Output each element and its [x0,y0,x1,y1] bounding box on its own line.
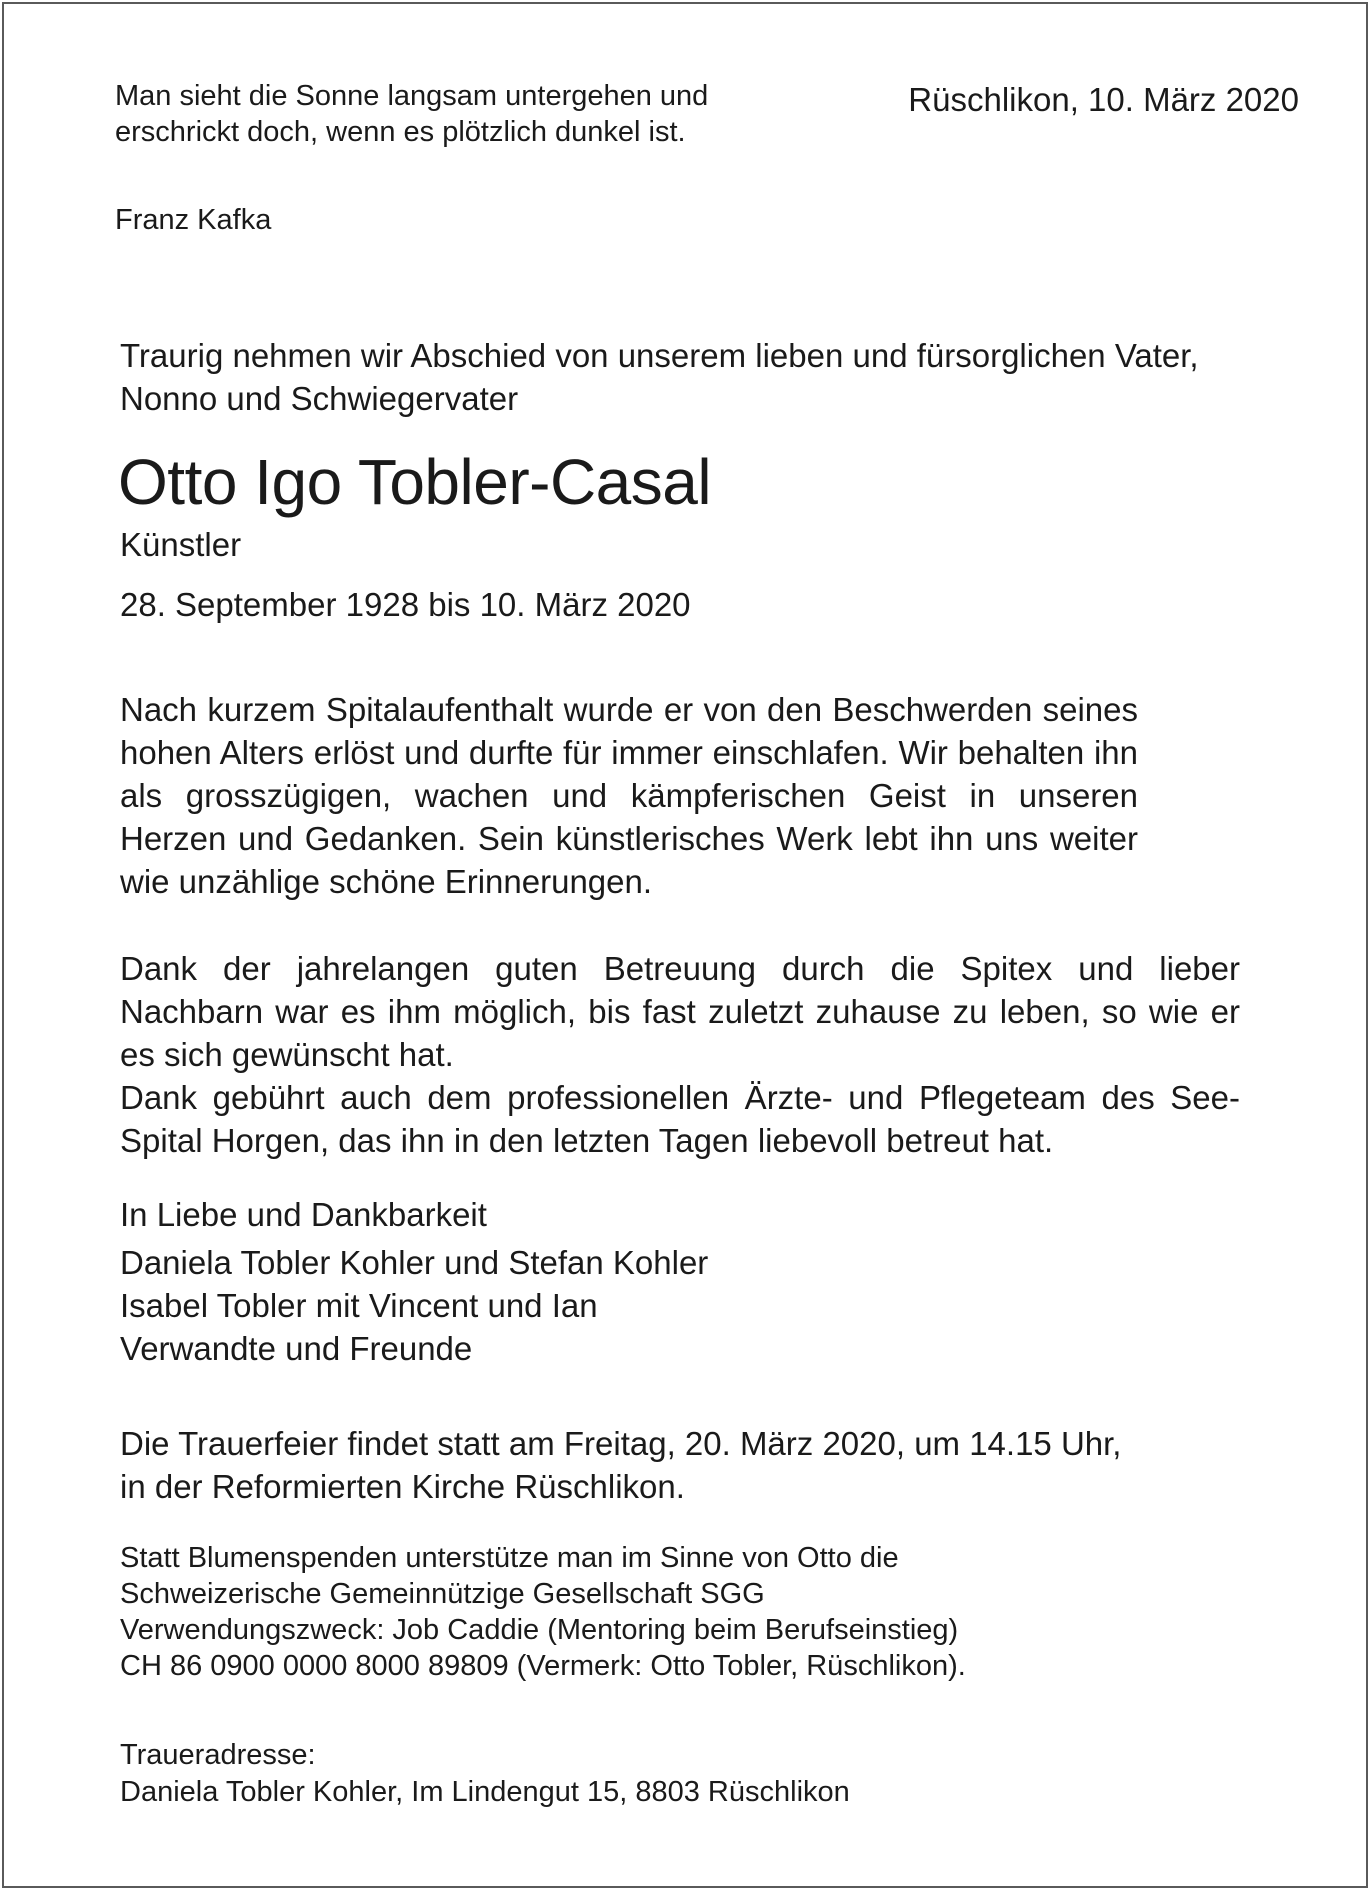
family-name-line: Verwandte und Freunde [120,1330,473,1367]
signoff-heading: In Liebe und Dankbarkeit [120,1196,487,1233]
deceased-name: Otto Igo Tobler-Casal [118,446,712,518]
address-value: Daniela Tobler Kohler, Im Lindengut 15, 8803 Rüschlikon [120,1776,850,1808]
paragraph-thanks-hospital: Dank gebührt auch dem professionellen Ärzte- und Pflegeteam des See-Spital Horgen, das ihn in den letzten Tagen liebevoll betreut hat. [120,1079,1240,1159]
family-name-line: Isabel Tobler mit Vincent und Ian [120,1287,598,1324]
family-names [120,1241,708,1370]
kafka-quote: Man sieht die Sonne langsam untergehen und erschrickt doch, wenn es plötzlich dunkel ist. [115,80,709,148]
place-date: Rüschlikon, 10. März 2020 [908,81,1299,118]
deceased-profession: Künstler [120,526,242,563]
donation-line: Statt Blumenspenden unterstütze man im Sinne von Otto die [120,1542,899,1574]
service-line: Die Trauerfeier findet statt am Freitag, 20. März 2020, um 14.15 Uhr, [120,1425,1122,1462]
address-label: Traueradresse: [120,1739,316,1771]
paragraph-passing: Nach kurzem Spitalaufenthalt wurde er von den Beschwerden seines hohen Alters erlöst und durfte für immer einschlafen. Wir behalten ihn als grosszügigen, wachen und kämpferischen Geist in unseren Herzen und Gedanken. Sein künstlerisches Werk lebt ihn uns weiter wie unzählige schöne Erinnerungen. [120,691,1138,900]
paragraph-thanks-spitex: Dank der jahrelangen guten Betreuung durch die Spitex und lieber Nachbarn war es ihm möglich, bis fast zuletzt zuhause zu leben, so wie er es sich gewünscht hat. [120,950,1240,1073]
donation-info [120,1540,966,1684]
service-line: in der Reformierten Kirche Rüschlikon. [120,1468,685,1505]
mourning-address [120,1737,850,1811]
obituary-notice [2,2,1368,1888]
donation-line: Verwendungszweck: Job Caddie (Mentoring beim Berufseinstieg) [120,1614,959,1646]
family-name-line: Daniela Tobler Kohler und Stefan Kohler [120,1244,709,1281]
life-dates: 28. September 1928 bis 10. März 2020 [120,586,691,623]
funeral-service-info [120,1422,1121,1508]
quote-author: Franz Kafka [115,204,272,236]
donation-line: Schweizerische Gemeinnützige Gesellschaft SGG [120,1578,765,1610]
donation-line: CH 86 0900 0000 8000 89809 (Vermerk: Otto Tobler, Rüschlikon). [120,1650,966,1682]
farewell-intro: Traurig nehmen wir Abschied von unserem lieben und fürsorglichen Vater, Nonno und Schwiegervater [120,337,1199,417]
